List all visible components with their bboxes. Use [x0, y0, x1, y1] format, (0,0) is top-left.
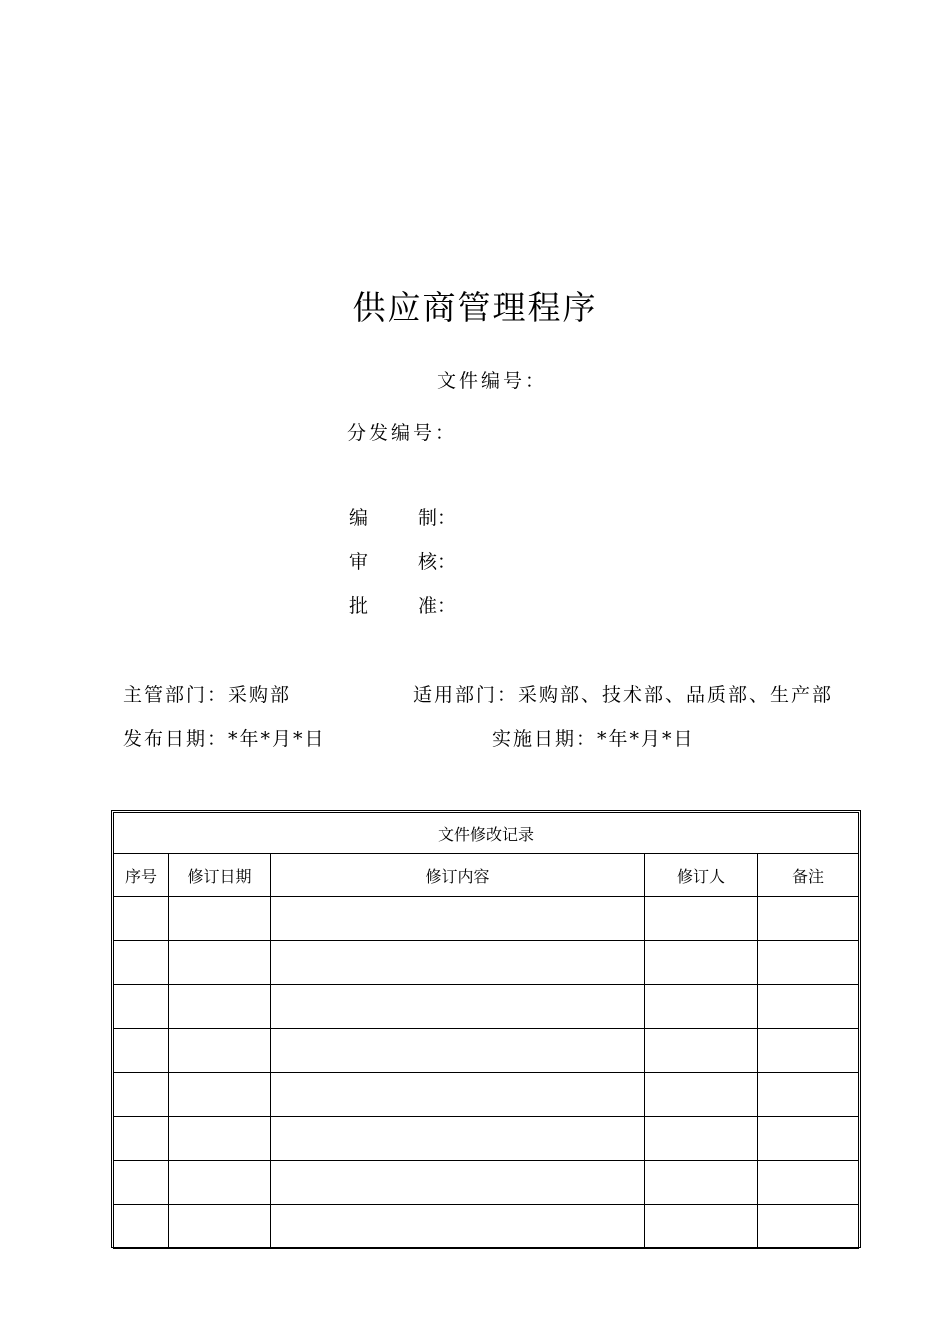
- table-header-row: [114, 854, 859, 897]
- doc-number-label: 文件编号：: [437, 370, 548, 392]
- table-cell: [271, 1029, 645, 1073]
- table-cell: [271, 1205, 645, 1249]
- signature-review-char2: 核：: [418, 551, 457, 573]
- table-caption-row: [114, 813, 859, 854]
- signature-approve-char2: 准：: [418, 595, 457, 617]
- table-cell: [645, 1073, 758, 1117]
- table-cell: [114, 1117, 169, 1161]
- table-cell: [169, 1117, 271, 1161]
- header-revision-content: 修订内容: [271, 854, 645, 897]
- table-cell: [114, 941, 169, 985]
- table-cell: [758, 941, 859, 985]
- table-row: [114, 897, 859, 941]
- table-cell: [114, 1161, 169, 1205]
- table-cell: [271, 1073, 645, 1117]
- table-row: [114, 1073, 859, 1117]
- table-cell: [645, 941, 758, 985]
- signature-review-char1: 审: [349, 551, 369, 573]
- table-cell: [758, 985, 859, 1029]
- table-row: [114, 1205, 859, 1249]
- revision-record-table: [111, 810, 861, 1248]
- table-cell: [169, 1073, 271, 1117]
- applicable-departments: 适用部门：采购部、技术部、品质部、生产部: [413, 684, 834, 706]
- table-row: [114, 941, 859, 985]
- signature-compile-char2: 制：: [418, 507, 457, 529]
- table-cell: [271, 897, 645, 941]
- table-cell: [169, 985, 271, 1029]
- distribution-number-label: 分发编号：: [347, 422, 458, 444]
- table-cell: [169, 1029, 271, 1073]
- header-reviser: 修订人: [645, 854, 758, 897]
- table-row: [114, 985, 859, 1029]
- table-cell: [114, 1205, 169, 1249]
- table-cell: [645, 1161, 758, 1205]
- table-cell: [645, 897, 758, 941]
- signature-approve-char1: 批: [349, 595, 369, 617]
- table-row: [114, 1117, 859, 1161]
- table-cell: [758, 1161, 859, 1205]
- table-cell: [114, 897, 169, 941]
- revision-table: [113, 812, 859, 1249]
- table-cell: [271, 1161, 645, 1205]
- table-cell: [645, 985, 758, 1029]
- table-cell: [271, 1117, 645, 1161]
- table-cell: [271, 985, 645, 1029]
- table-cell: [758, 1205, 859, 1249]
- release-date: 发布日期：*年*月*日: [123, 728, 326, 750]
- table-cell: [645, 1117, 758, 1161]
- signature-compile-char1: 编: [349, 507, 369, 529]
- table-cell: [169, 897, 271, 941]
- table-cell: [114, 1073, 169, 1117]
- table-row: [114, 1161, 859, 1205]
- table-cell: [114, 1029, 169, 1073]
- responsible-department: 主管部门：采购部: [123, 684, 292, 706]
- table-cell: [758, 1117, 859, 1161]
- table-cell: [271, 941, 645, 985]
- table-caption: 文件修改记录: [114, 813, 859, 854]
- header-seq: 序号: [114, 854, 169, 897]
- header-revision-date: 修订日期: [169, 854, 271, 897]
- table-cell: [758, 897, 859, 941]
- header-remarks: 备注: [758, 854, 859, 897]
- table-cell: [169, 1161, 271, 1205]
- effective-date: 实施日期：*年*月*日: [492, 728, 695, 750]
- table-cell: [758, 1073, 859, 1117]
- table-cell: [645, 1205, 758, 1249]
- table-cell: [645, 1029, 758, 1073]
- table-cell: [169, 941, 271, 985]
- table-row: [114, 1029, 859, 1073]
- table-cell: [758, 1029, 859, 1073]
- document-title: 供应商管理程序: [352, 288, 598, 327]
- table-cell: [169, 1205, 271, 1249]
- table-cell: [114, 985, 169, 1029]
